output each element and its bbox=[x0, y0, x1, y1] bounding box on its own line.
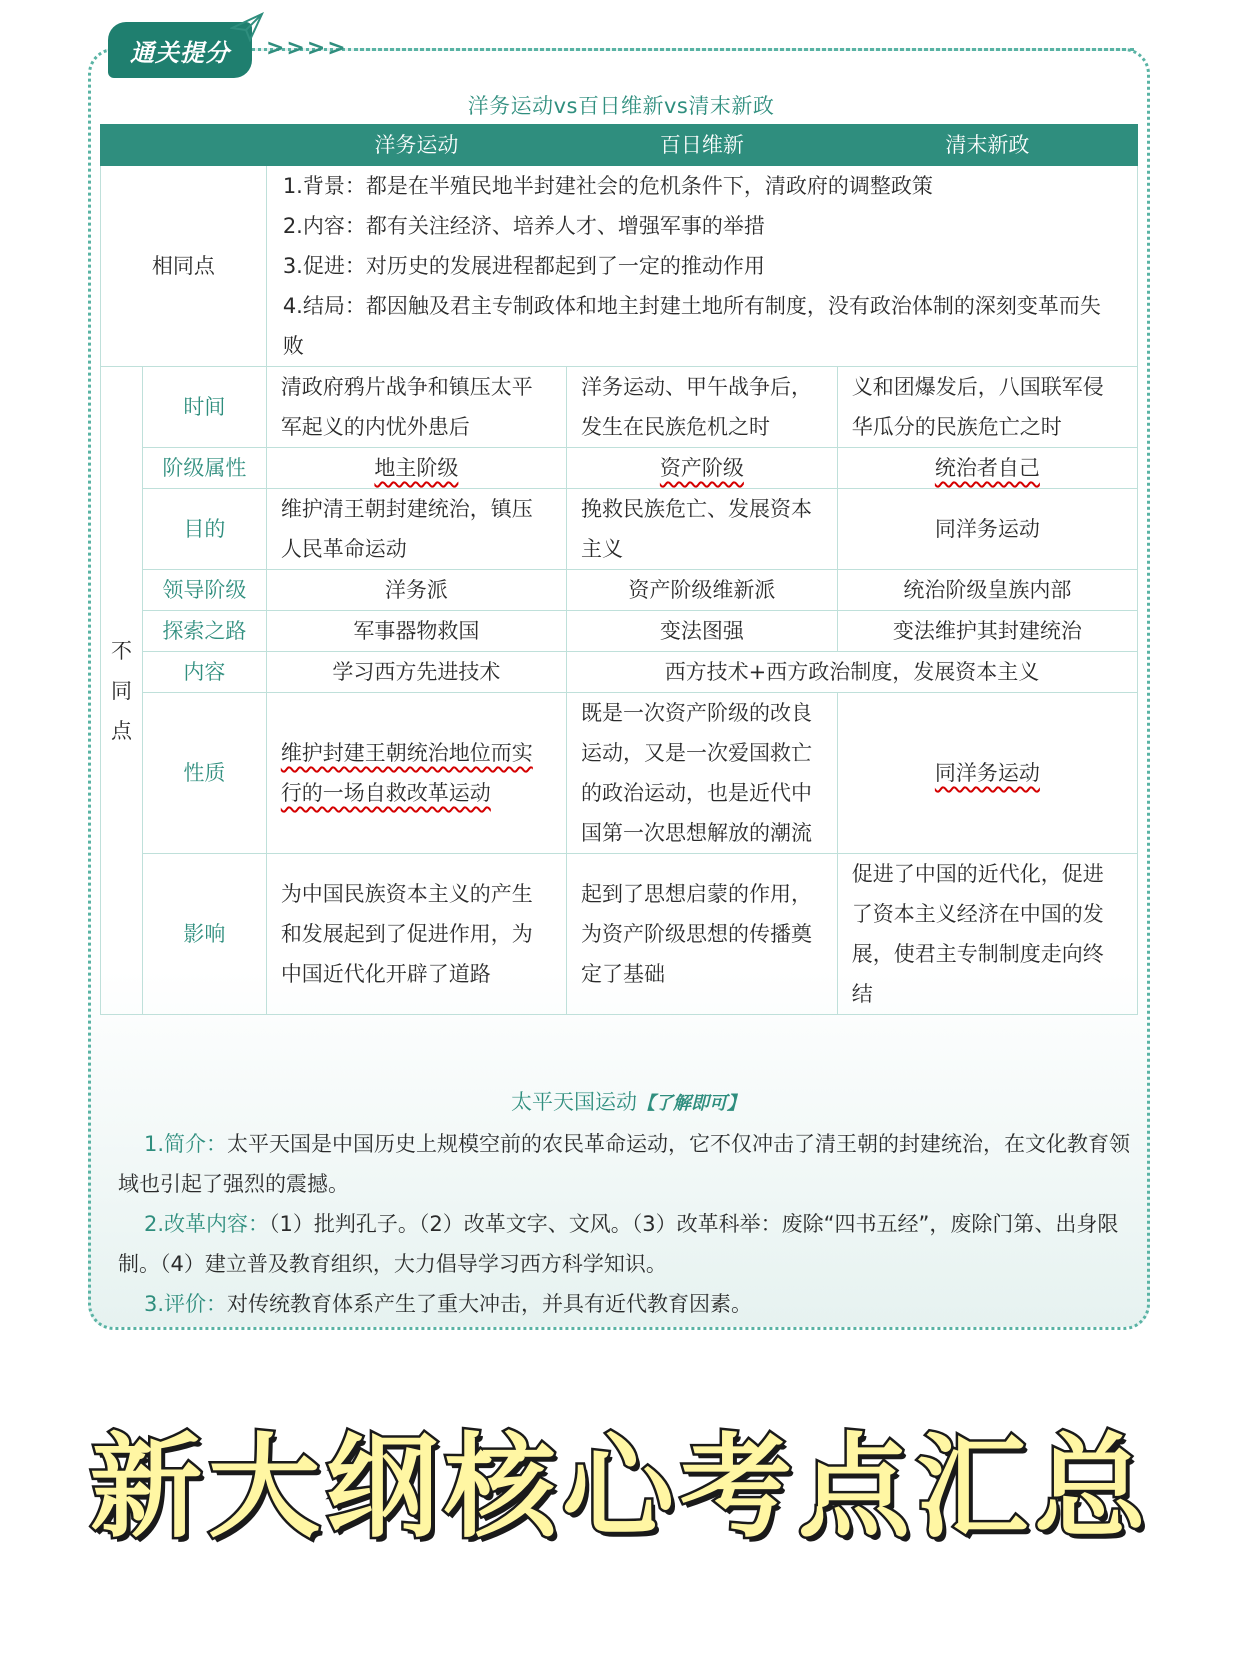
taiping-title-text: 太平天国运动 bbox=[511, 1090, 637, 1114]
table-cell-merged: 西方技术+西方政治制度，发展资本主义 bbox=[566, 652, 1137, 693]
row-label-time: 时间 bbox=[142, 367, 266, 448]
header-empty bbox=[101, 125, 267, 166]
header-qingmo: 清末新政 bbox=[837, 125, 1137, 166]
row-label-nature: 性质 bbox=[142, 693, 266, 854]
taiping-section bbox=[118, 1082, 1138, 1324]
same-point: 3.促进：对历史的发展进程都起到了一定的推动作用 bbox=[282, 254, 765, 278]
table-row-purpose bbox=[101, 489, 1138, 570]
row-label-content: 内容 bbox=[142, 652, 266, 693]
table-cell: 统治阶级皇族内部 bbox=[837, 570, 1137, 611]
table-cell: 挽救民族危亡、发展资本主义 bbox=[566, 489, 837, 570]
table-cell: 资产阶级维新派 bbox=[566, 570, 837, 611]
table-cell bbox=[566, 448, 837, 489]
headline: 新大纲核心考点汇总 bbox=[90, 1423, 1152, 1553]
taiping-item bbox=[118, 1124, 1138, 1204]
taiping-item-label: 1.简介： bbox=[144, 1132, 228, 1156]
same-point: 2.内容：都有关注经济、培养人才、增强军事的举措 bbox=[282, 214, 765, 238]
underlined-text: 维护封建王朝统治地位而实行的一场自救改革运动 bbox=[280, 741, 533, 805]
vertical-char: 不 bbox=[110, 638, 132, 663]
header-bairi: 百日维新 bbox=[566, 125, 837, 166]
table-row-path bbox=[101, 611, 1138, 652]
section-badge: 通关提分 bbox=[108, 22, 252, 78]
taiping-title bbox=[118, 1082, 1138, 1124]
header-yangwu: 洋务运动 bbox=[266, 125, 566, 166]
table-cell: 军事器物救国 bbox=[266, 611, 566, 652]
row-label-class: 阶级属性 bbox=[142, 448, 266, 489]
table-cell: 学习西方先进技术 bbox=[266, 652, 566, 693]
vertical-char: 同 bbox=[110, 678, 132, 703]
table-cell: 洋务派 bbox=[266, 570, 566, 611]
same-point: 4.结局：都因触及君主专制政体和地主封建土地所有制度，没有政治体制的深刻变革而失败 bbox=[282, 294, 1101, 358]
table-cell: 变法图强 bbox=[566, 611, 837, 652]
row-label-purpose: 目的 bbox=[142, 489, 266, 570]
underlined-text: 资产阶级 bbox=[659, 456, 744, 480]
table-cell: 既是一次资产阶级的改良运动，又是一次爱国救亡的政治运动，也是近代中国第一次思想解放的潮流 bbox=[566, 693, 837, 854]
comparison-table bbox=[100, 124, 1138, 1015]
taiping-item-label: 3.评价： bbox=[144, 1292, 228, 1316]
table-cell: 起到了思想启蒙的作用，为资产阶级思想的传播奠定了基础 bbox=[566, 854, 837, 1015]
underlined-text: 同洋务运动 bbox=[934, 761, 1040, 785]
table-cell bbox=[837, 693, 1137, 854]
taiping-item-text: （1）批判孔子。（2）改革文字、文风。（3）改革科举：废除“四书五经”，废除门第、出身限制。（4）建立普及教育组织，大力倡导学习西方科学知识。 bbox=[118, 1212, 1119, 1276]
table-cell bbox=[837, 448, 1137, 489]
taiping-item bbox=[118, 1204, 1138, 1284]
paper-plane-icon bbox=[230, 12, 264, 42]
table-cell: 变法维护其封建统治 bbox=[837, 611, 1137, 652]
table-row-impact bbox=[101, 854, 1138, 1015]
table-cell: 为中国民族资本主义的产生和发展起到了促进作用，为中国近代化开辟了道路 bbox=[266, 854, 566, 1015]
table-row-nature bbox=[101, 693, 1138, 854]
underlined-text: 地主阶级 bbox=[374, 456, 459, 480]
table-cell: 促进了中国的近代化，促进了资本主义经济在中国的发展，使君主专制制度走向终结 bbox=[837, 854, 1137, 1015]
same-points-cell bbox=[266, 166, 1137, 367]
same-point: 1.背景：都是在半殖民地半封建社会的危机条件下，清政府的调整政策 bbox=[282, 174, 933, 198]
table-row-same bbox=[101, 166, 1138, 367]
table-cell: 维护清王朝封建统治，镇压人民革命运动 bbox=[266, 489, 566, 570]
row-label-path: 探索之路 bbox=[142, 611, 266, 652]
table-row-class bbox=[101, 448, 1138, 489]
vertical-char: 点 bbox=[110, 718, 132, 743]
row-label-impact: 影响 bbox=[142, 854, 266, 1015]
taiping-item-text: 太平天国是中国历史上规模空前的农民革命运动，它不仅冲击了清王朝的封建统治，在文化教育领域也引起了强烈的震撼。 bbox=[118, 1132, 1131, 1196]
arrow-decoration: >>>> bbox=[266, 36, 348, 61]
taiping-item-label: 2.改革内容： bbox=[144, 1212, 270, 1236]
table-row-leader bbox=[101, 570, 1138, 611]
table-title: 洋务运动vs百日维新vs清末新政 bbox=[467, 94, 775, 118]
taiping-item bbox=[118, 1284, 1138, 1324]
table-header-row bbox=[101, 125, 1138, 166]
table-cell: 义和团爆发后，八国联军侵华瓜分的民族危亡之时 bbox=[837, 367, 1137, 448]
table-row-time bbox=[101, 367, 1138, 448]
table-cell bbox=[266, 448, 566, 489]
dotted-divider bbox=[354, 48, 1134, 51]
row-label-same: 相同点 bbox=[101, 166, 267, 367]
table-cell: 洋务运动、甲午战争后，发生在民族危机之时 bbox=[566, 367, 837, 448]
taiping-item-text: 对传统教育体系产生了重大冲击，并具有近代教育因素。 bbox=[227, 1292, 753, 1316]
table-cell: 清政府鸦片战争和镇压太平军起义的内忧外患后 bbox=[266, 367, 566, 448]
underlined-text: 统治者自己 bbox=[934, 456, 1040, 480]
table-row-content bbox=[101, 652, 1138, 693]
table-cell: 同洋务运动 bbox=[837, 489, 1137, 570]
taiping-note: 【了解即可】 bbox=[637, 1093, 745, 1114]
row-label-leader: 领导阶级 bbox=[142, 570, 266, 611]
table-cell bbox=[266, 693, 566, 854]
row-group-label-diff bbox=[101, 367, 143, 1015]
